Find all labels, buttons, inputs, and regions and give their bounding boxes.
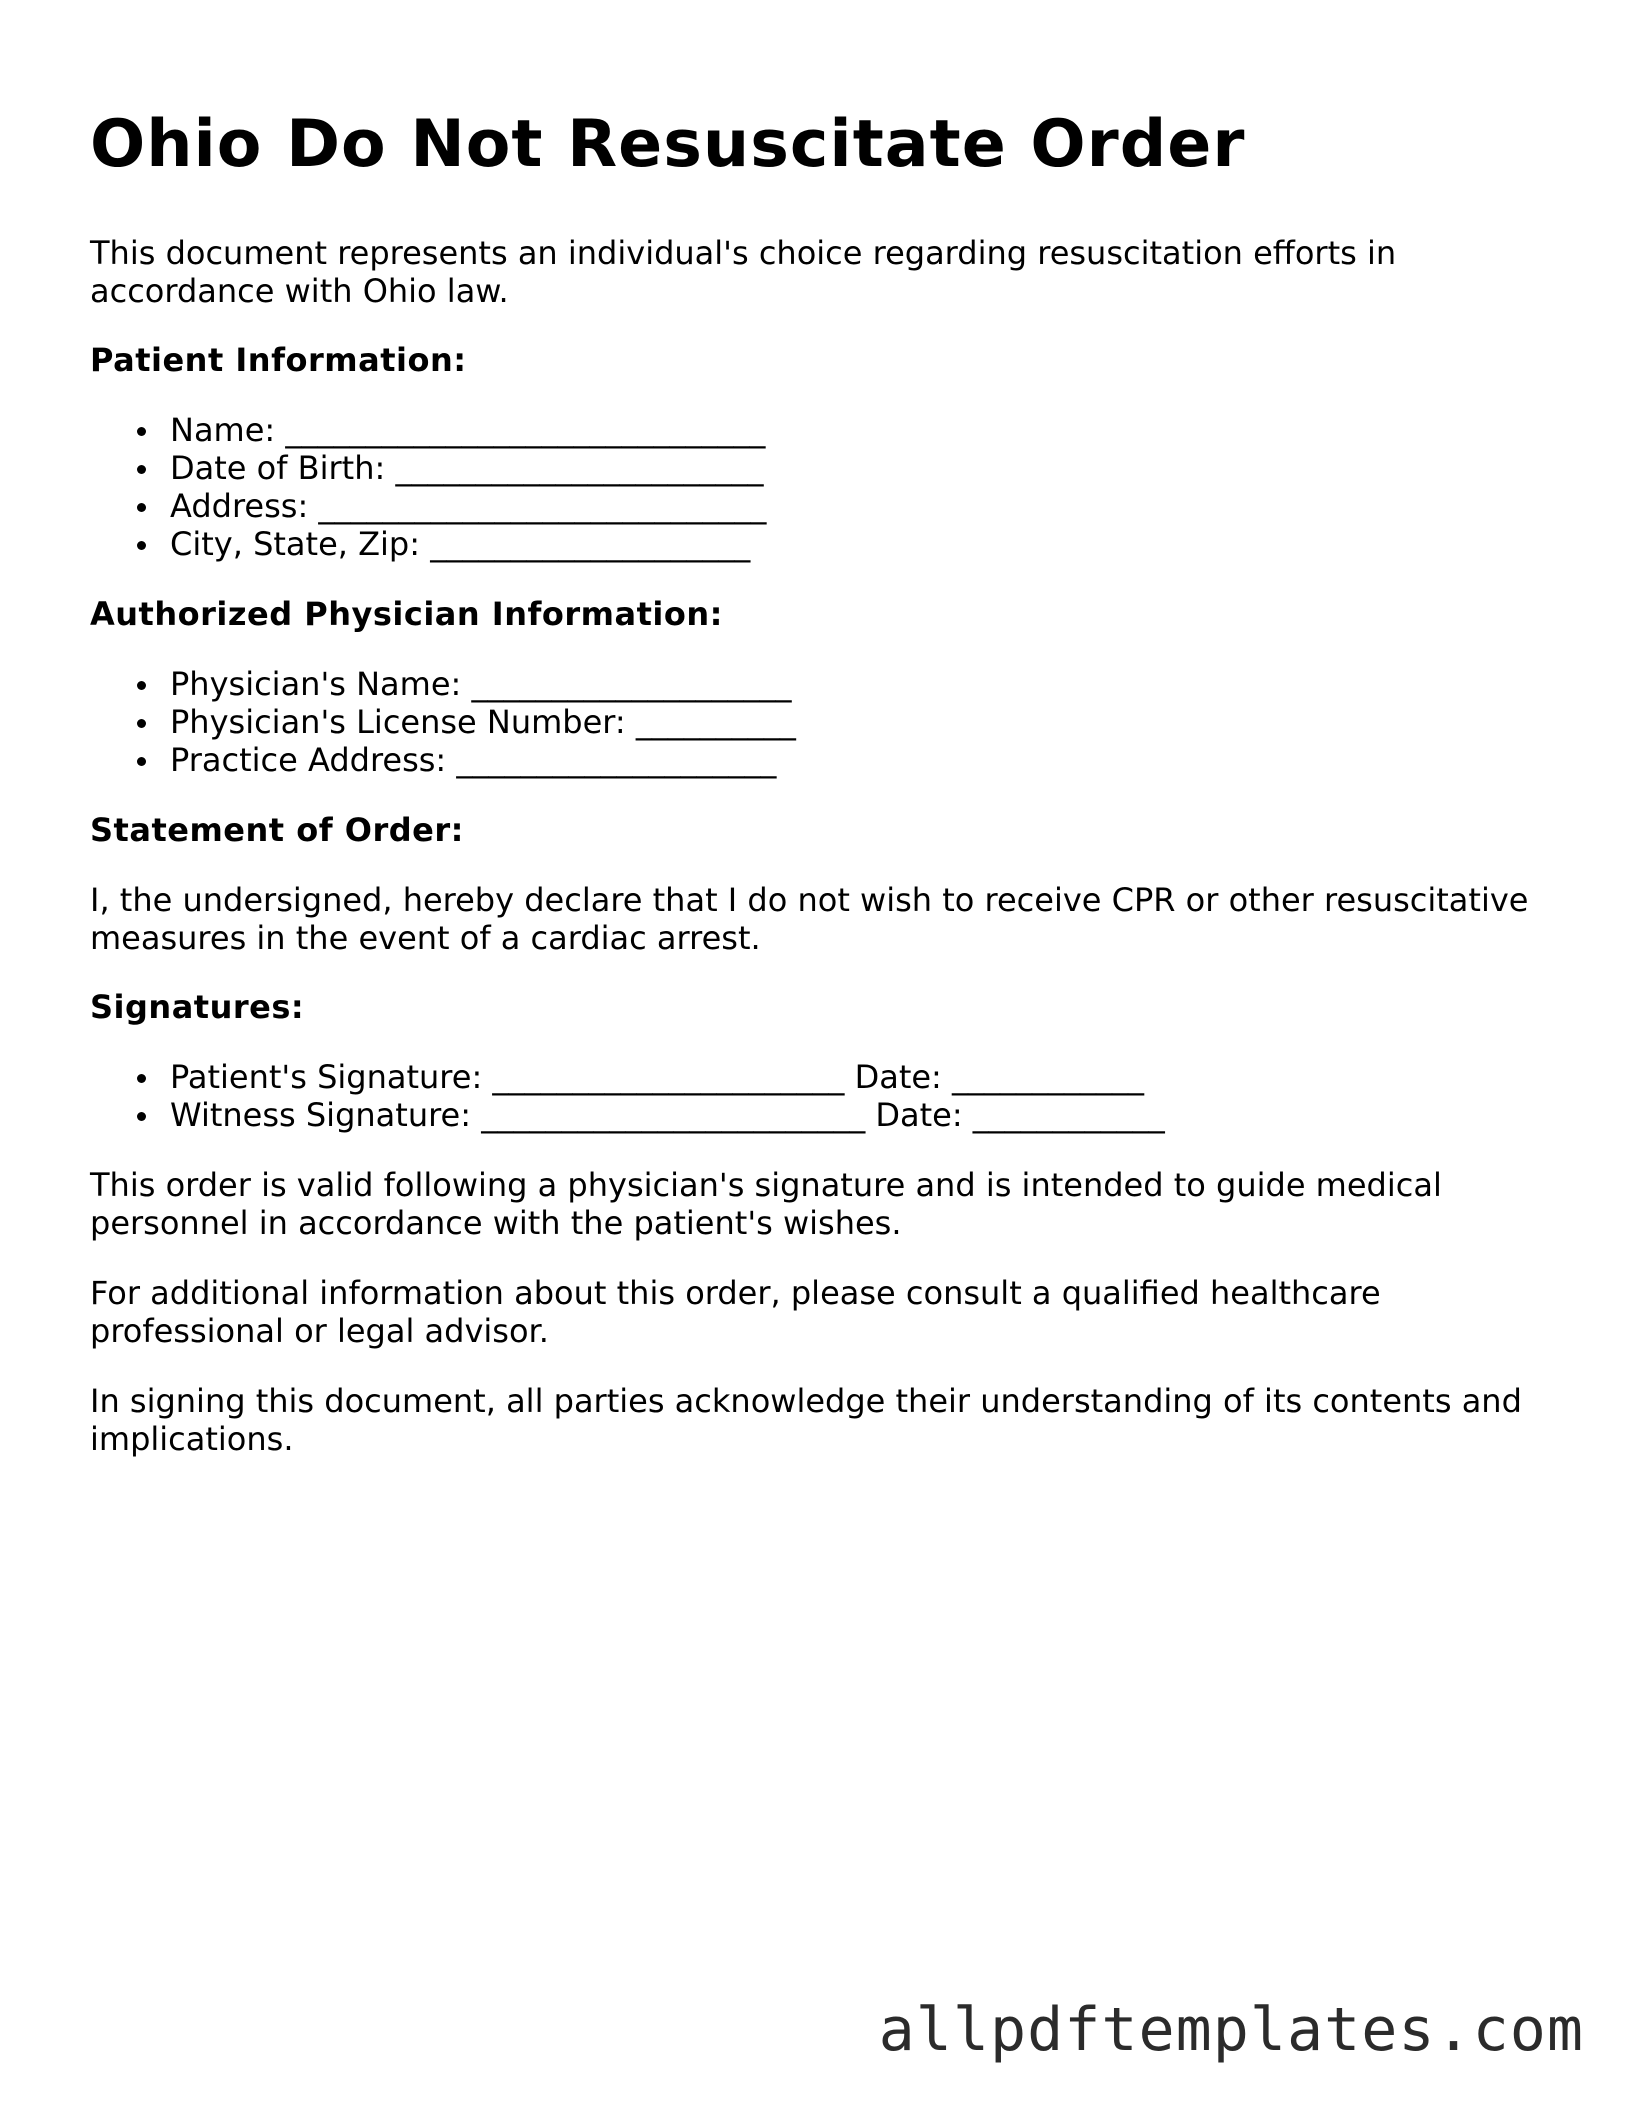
- patient-dob-field: Date of Birth: _______________________: [90, 449, 766, 487]
- physician-fields-list: [90, 665, 796, 779]
- consult-paragraph: For additional information about this order, please consult a qualified healthcare professional or legal advisor.: [90, 1274, 1381, 1350]
- page-title: Ohio Do Not Resuscitate Order: [90, 107, 1246, 182]
- patient-section-heading: Patient Information:: [90, 341, 467, 379]
- patient-city-state-zip-field: City, State, Zip: ____________________: [90, 525, 766, 563]
- physician-name-field: Physician's Name: ____________________: [90, 665, 796, 703]
- signatures-section-heading: Signatures:: [90, 988, 305, 1026]
- physician-license-field: Physician's License Number: __________: [90, 703, 796, 741]
- statement-text: I, the undersigned, hereby declare that I do not wish to receive CPR or other resuscitative measures in the event of a cardiac arrest.: [90, 881, 1529, 957]
- validity-paragraph: This order is valid following a physician's signature and is intended to guide medical personnel in accordance with the patient's wishes.: [90, 1166, 1442, 1242]
- practice-address-field: Practice Address: ____________________: [90, 741, 796, 779]
- patient-fields-list: [90, 411, 766, 563]
- acknowledgement-paragraph: In signing this document, all parties acknowledge their understanding of its contents and implications.: [90, 1382, 1522, 1458]
- physician-section-heading: Authorized Physician Information:: [90, 595, 723, 633]
- intro-paragraph: This document represents an individual's choice regarding resuscitation efforts in accordance with Ohio law.: [90, 234, 1397, 310]
- signatures-list: [90, 1058, 1165, 1134]
- statement-section-heading: Statement of Order:: [90, 811, 464, 849]
- patient-address-field: Address: ____________________________: [90, 487, 766, 525]
- patient-name-field: Name: ______________________________: [90, 411, 766, 449]
- watermark-text: allpdftemplates.com: [878, 1995, 1584, 2065]
- witness-signature-line: Witness Signature: ________________________ Date: ____________: [90, 1096, 1165, 1134]
- patient-signature-line: Patient's Signature: ______________________ Date: ____________: [90, 1058, 1165, 1096]
